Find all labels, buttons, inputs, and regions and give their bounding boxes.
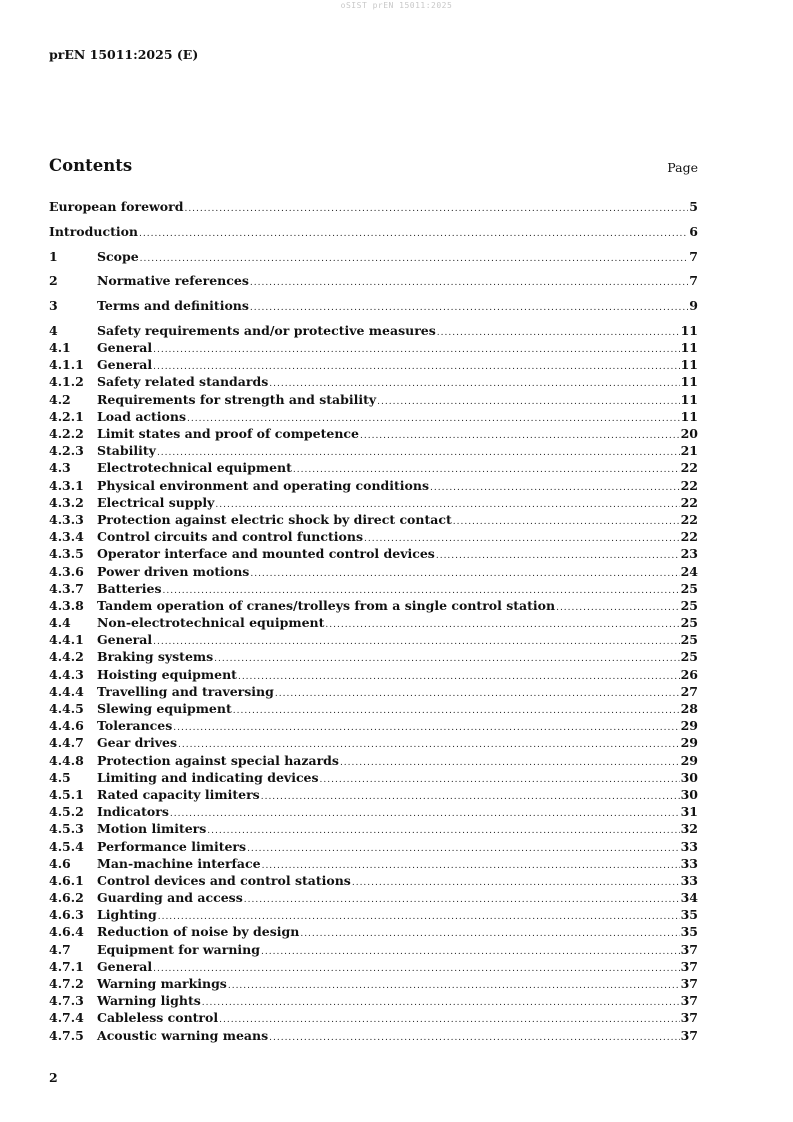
toc-entry-title: Batteries	[97, 580, 162, 596]
toc-entry[interactable]	[49, 529, 698, 546]
toc-entry-page: 11	[680, 340, 698, 356]
toc-entry-title: Indicators	[97, 804, 169, 820]
toc-entry-page: 22	[680, 529, 698, 545]
toc-dot-leader	[430, 483, 680, 493]
toc-entry-page: 37	[680, 941, 698, 957]
toc-entry-page: 32	[680, 821, 698, 837]
toc-entry-title: Physical environment and operating conditions	[97, 477, 430, 493]
toc-entry-number: 4.4	[49, 615, 71, 631]
toc-dot-leader	[184, 204, 688, 214]
toc-dot-leader	[233, 706, 680, 716]
toc-entry-number: 4.5	[49, 769, 71, 785]
toc-entry-page: 25	[680, 615, 698, 631]
toc-dot-leader	[207, 826, 679, 836]
toc-entry-number: 4.2.1	[49, 408, 84, 424]
toc-entry-number: 4.7	[49, 941, 71, 957]
toc-entry-title: Tolerances	[97, 718, 173, 734]
toc-entry-page: 11	[680, 374, 698, 390]
toc-dot-leader	[202, 998, 680, 1008]
toc-entry-page: 34	[680, 890, 698, 906]
toc-entry-number: 4.2.2	[49, 426, 84, 442]
toc-entry[interactable]	[49, 199, 698, 216]
toc-entry-page: 24	[680, 563, 698, 579]
toc-dot-leader	[262, 861, 680, 871]
toc-entry-number: 4.3	[49, 460, 71, 476]
toc-entry[interactable]	[49, 1028, 698, 1045]
toc-dot-leader	[157, 448, 680, 458]
toc-entry-page: 28	[680, 701, 698, 717]
toc-entry-page: 37	[680, 1010, 698, 1026]
toc-entry[interactable]	[49, 718, 698, 735]
toc-entry-number: 4.4.4	[49, 683, 84, 699]
toc-entry-page: 25	[680, 580, 698, 596]
toc-dot-leader	[215, 500, 679, 510]
toc-entry[interactable]	[49, 959, 698, 976]
toc-entry-page: 25	[680, 649, 698, 665]
toc-entry-title: General	[97, 340, 153, 356]
toc-entry-number: 4.6.1	[49, 872, 84, 888]
toc-dot-leader	[178, 740, 680, 750]
toc-entry-title: General	[97, 632, 153, 648]
toc-entry-number: 4.3.2	[49, 494, 84, 510]
toc-entry[interactable]	[49, 787, 698, 804]
toc-entry-title: Scope	[97, 248, 139, 264]
toc-entry-page: 11	[680, 408, 698, 424]
toc-entry-title: Safety related standards	[97, 374, 269, 390]
toc-entry[interactable]	[49, 924, 698, 941]
toc-dot-leader	[377, 397, 679, 407]
toc-dot-leader	[250, 569, 679, 579]
toc-entry-page: 5	[689, 199, 698, 214]
toc-entry[interactable]	[49, 564, 698, 581]
toc-entry-page: 9	[689, 298, 698, 314]
toc-entry-title: Power driven motions	[97, 563, 250, 579]
toc-entry-page: 37	[680, 976, 698, 992]
toc-entry-page: 25	[680, 632, 698, 648]
toc-entry-number: 4	[49, 322, 58, 338]
toc-entry-number: 4.6.3	[49, 907, 84, 923]
toc-entry-number: 4.4.3	[49, 666, 84, 682]
toc-dot-leader	[325, 620, 679, 630]
toc-dot-leader	[250, 303, 688, 313]
toc-entry-page: 11	[680, 322, 698, 338]
toc-entry-page: 27	[680, 683, 698, 699]
toc-entry-title: Control devices and control stations	[97, 872, 351, 888]
toc-entry-number: 4.4.1	[49, 632, 84, 648]
toc-entry[interactable]	[49, 701, 698, 718]
toc-entry-number: 4.7.2	[49, 976, 84, 992]
toc-entry-title: Protection against electric shock by direct contact	[97, 511, 452, 527]
toc-dot-leader	[269, 379, 679, 389]
toc-entry-number: 4.4.6	[49, 718, 84, 734]
page-column-label: Page	[667, 160, 698, 175]
toc-dot-leader	[153, 362, 679, 372]
toc-entry-page: 7	[689, 248, 698, 264]
toc-entry[interactable]	[49, 839, 698, 856]
toc-entry[interactable]	[49, 546, 698, 563]
toc-entry[interactable]	[49, 357, 698, 374]
toc-entry-page: 29	[680, 752, 698, 768]
toc-dot-leader	[170, 809, 680, 819]
toc-entry[interactable]	[49, 615, 698, 632]
toc-entry-page: 26	[680, 666, 698, 682]
toc-entry[interactable]	[49, 770, 698, 787]
toc-entry-title: Man-machine interface	[97, 855, 261, 871]
toc-entry-page: 35	[680, 924, 698, 940]
toc-entry-title: Gear drives	[97, 735, 177, 751]
toc-dot-leader	[163, 586, 680, 596]
toc-entry-number: 2	[49, 273, 58, 289]
toc-dot-leader	[247, 844, 680, 854]
toc-entry-title: Guarding and access	[97, 890, 243, 906]
toc-entry-page: 11	[680, 357, 698, 373]
toc-dot-leader	[360, 431, 680, 441]
toc-entry-number: 4.7.3	[49, 993, 84, 1009]
toc-entry-number: 4.5.3	[49, 821, 84, 837]
toc-entry-number: 4.4.2	[49, 649, 84, 665]
toc-entry[interactable]	[49, 581, 698, 598]
toc-entry-title: Normative references	[97, 273, 249, 289]
toc-entry-page: 33	[680, 838, 698, 854]
toc-entry-number: 4.3.5	[49, 546, 84, 562]
toc-entry-title: Electrotechnical equipment	[97, 460, 292, 476]
toc-dot-leader	[340, 758, 680, 768]
toc-entry[interactable]	[49, 632, 698, 649]
toc-entry-number: 4.7.1	[49, 958, 84, 974]
toc-entry-page: 37	[680, 993, 698, 1009]
toc-entry-page: 22	[680, 460, 698, 476]
toc-entry[interactable]	[49, 409, 698, 426]
document-id: prEN 15011:2025 (E)	[49, 47, 199, 62]
toc-entry-number: 4.3.6	[49, 563, 84, 579]
toc-dot-leader	[261, 792, 680, 802]
toc-dot-leader	[364, 534, 680, 544]
toc-entry[interactable]	[49, 649, 698, 666]
toc-dot-leader	[238, 672, 680, 682]
toc-entry-number: 4.7.5	[49, 1027, 84, 1043]
toc-dot-leader	[269, 1033, 679, 1043]
toc-entry-title: Rated capacity limiters	[97, 786, 260, 802]
toc-dot-leader	[158, 912, 680, 922]
toc-entry[interactable]	[49, 598, 698, 615]
toc-entry-title: Terms and definitions	[97, 298, 249, 314]
toc-entry-number: 4.3.3	[49, 511, 84, 527]
toc-entry[interactable]	[49, 856, 698, 873]
toc-entry[interactable]	[49, 684, 698, 701]
toc-entry-title: Introduction	[49, 223, 139, 239]
toc-entry-page: 25	[680, 597, 698, 613]
toc-entry-page: 33	[680, 855, 698, 871]
page-number: 2	[49, 1070, 58, 1085]
toc-entry-number: 4.6.4	[49, 924, 84, 940]
toc-entry-number: 3	[49, 298, 58, 314]
toc-entry-number: 4.6	[49, 855, 71, 871]
toc-entry-number: 4.2.3	[49, 443, 84, 459]
toc-entry-page: 23	[680, 546, 698, 562]
toc-entry-title: Limit states and proof of competence	[97, 426, 359, 442]
toc-dot-leader	[250, 278, 688, 288]
watermark: oSIST prEN 15011:2025	[340, 1, 453, 10]
toc-entry-page: 20	[680, 426, 698, 442]
toc-dot-leader	[139, 229, 688, 239]
toc-dot-leader	[453, 517, 680, 527]
toc-entry[interactable]	[49, 273, 698, 290]
toc-entry-page: 29	[680, 718, 698, 734]
toc-entry-number: 4.1.2	[49, 374, 84, 390]
toc-entry[interactable]	[49, 753, 698, 770]
toc-entry-number: 4.5.1	[49, 786, 84, 802]
toc-entry-title: Lighting	[97, 907, 157, 923]
toc-entry-number: 1	[49, 248, 58, 264]
toc-dot-leader	[153, 637, 679, 647]
toc-entry-page: 22	[680, 511, 698, 527]
toc-entry[interactable]	[49, 460, 698, 477]
toc-entry-page: 11	[680, 391, 698, 407]
toc-entry[interactable]	[49, 374, 698, 391]
toc-entry-title: Warning lights	[97, 993, 201, 1009]
toc-dot-leader	[275, 689, 680, 699]
toc-entry-title: Electrical supply	[97, 494, 215, 510]
toc-entry-number: 4.4.8	[49, 752, 84, 768]
toc-entry[interactable]	[49, 443, 698, 460]
toc-entry-title: General	[97, 958, 153, 974]
toc-entry-page: 22	[680, 494, 698, 510]
toc-dot-leader	[293, 465, 680, 475]
toc-entry[interactable]	[49, 392, 698, 409]
toc-entry-title: Protection against special hazards	[97, 752, 339, 768]
toc-entry-number: 4.2	[49, 391, 71, 407]
toc-dot-leader	[436, 551, 680, 561]
toc-entry[interactable]	[49, 890, 698, 907]
toc-entry-title: Motion limiters	[97, 821, 207, 837]
toc-entry-number: 4.1.1	[49, 357, 84, 373]
toc-entry-title: Acoustic warning means	[97, 1027, 269, 1043]
toc-entry[interactable]	[49, 1010, 698, 1027]
toc-entry-number: 4.3.8	[49, 597, 84, 613]
toc-entry-number: 4.1	[49, 340, 71, 356]
toc-entry[interactable]	[49, 976, 698, 993]
toc-entry-title: Limiting and indicating devices	[97, 769, 319, 785]
toc-entry-page: 29	[680, 735, 698, 751]
toc-entry-title: Slewing equipment	[97, 701, 232, 717]
toc-entry[interactable]	[49, 667, 698, 684]
toc-entry-title: Warning markings	[97, 976, 227, 992]
toc-entry-title: Performance limiters	[97, 838, 247, 854]
toc-dot-leader	[300, 929, 679, 939]
toc-entry-page: 31	[680, 804, 698, 820]
toc-entry-title: Hoisting equipment	[97, 666, 237, 682]
toc-entry-title: Cableless control	[97, 1010, 219, 1026]
toc-entry-title: Stability	[97, 443, 156, 459]
toc-entry-title: Control circuits and control functions	[97, 529, 363, 545]
toc-entry[interactable]	[49, 298, 698, 315]
toc-dot-leader	[187, 414, 680, 424]
toc-dot-leader	[437, 328, 680, 338]
toc-dot-leader	[556, 603, 680, 613]
toc-dot-leader	[219, 1015, 679, 1025]
toc-entry-number: 4.7.4	[49, 1010, 84, 1026]
toc-dot-leader	[214, 654, 679, 664]
toc-entry-number: 4.3.1	[49, 477, 84, 493]
toc-entry-page: 22	[680, 477, 698, 493]
toc-entry-title: Load actions	[97, 408, 187, 424]
toc-entry[interactable]	[49, 993, 698, 1010]
toc-entry-number: 4.6.2	[49, 890, 84, 906]
toc-entry[interactable]	[49, 224, 698, 241]
toc-entry-title: Travelling and traversing	[97, 683, 274, 699]
toc-entry-page: 30	[680, 786, 698, 802]
toc-entry[interactable]	[49, 340, 698, 357]
toc-entry-title: Safety requirements and/or protective measures	[97, 322, 436, 338]
toc-entry-page: 37	[680, 1027, 698, 1043]
toc-entry-number: 4.3.7	[49, 580, 84, 596]
table-of-contents	[49, 199, 698, 1045]
toc-entry[interactable]	[49, 907, 698, 924]
toc-entry-title: European foreword	[49, 199, 184, 214]
toc-entry-title: Reduction of noise by design	[97, 924, 300, 940]
toc-entry-number: 4.5.4	[49, 838, 84, 854]
toc-entry-page: 35	[680, 907, 698, 923]
toc-dot-leader	[140, 254, 689, 264]
toc-dot-leader	[352, 878, 680, 888]
toc-entry-title: Non-electrotechnical equipment	[97, 615, 325, 631]
toc-entry[interactable]	[49, 249, 698, 266]
toc-entry[interactable]	[49, 495, 698, 512]
contents-heading	[49, 156, 698, 175]
toc-entry-page: 30	[680, 769, 698, 785]
toc-dot-leader	[261, 947, 680, 957]
toc-entry-number: 4.5.2	[49, 804, 84, 820]
toc-entry-number: 4.4.7	[49, 735, 84, 751]
toc-dot-leader	[244, 895, 680, 905]
toc-entry[interactable]	[49, 942, 698, 959]
toc-dot-leader	[173, 723, 679, 733]
toc-entry-title: Requirements for strength and stability	[97, 391, 377, 407]
toc-entry[interactable]	[49, 821, 698, 838]
toc-entry-page: 7	[689, 273, 698, 289]
toc-dot-leader	[228, 981, 680, 991]
toc-entry[interactable]	[49, 426, 698, 443]
toc-entry-number: 4.3.4	[49, 529, 84, 545]
toc-entry[interactable]	[49, 804, 698, 821]
contents-title: Contents	[49, 156, 133, 175]
toc-entry-title: Equipment for warning	[97, 941, 261, 957]
toc-entry-page: 6	[689, 223, 698, 239]
toc-entry-title: Operator interface and mounted control devices	[97, 546, 435, 562]
toc-entry-number: 4.4.5	[49, 701, 84, 717]
toc-dot-leader	[153, 345, 679, 355]
toc-entry-title: General	[97, 357, 153, 373]
toc-entry[interactable]	[49, 323, 698, 340]
toc-entry-page: 33	[680, 872, 698, 888]
toc-dot-leader	[153, 964, 679, 974]
toc-dot-leader	[320, 775, 680, 785]
toc-entry[interactable]	[49, 478, 698, 495]
toc-entry[interactable]	[49, 735, 698, 752]
toc-entry[interactable]	[49, 512, 698, 529]
toc-entry-page: 21	[680, 443, 698, 459]
toc-entry[interactable]	[49, 873, 698, 890]
toc-entry-title: Tandem operation of cranes/trolleys from a single control station	[97, 597, 556, 613]
toc-entry-title: Braking systems	[97, 649, 214, 665]
toc-entry-page: 37	[680, 958, 698, 974]
